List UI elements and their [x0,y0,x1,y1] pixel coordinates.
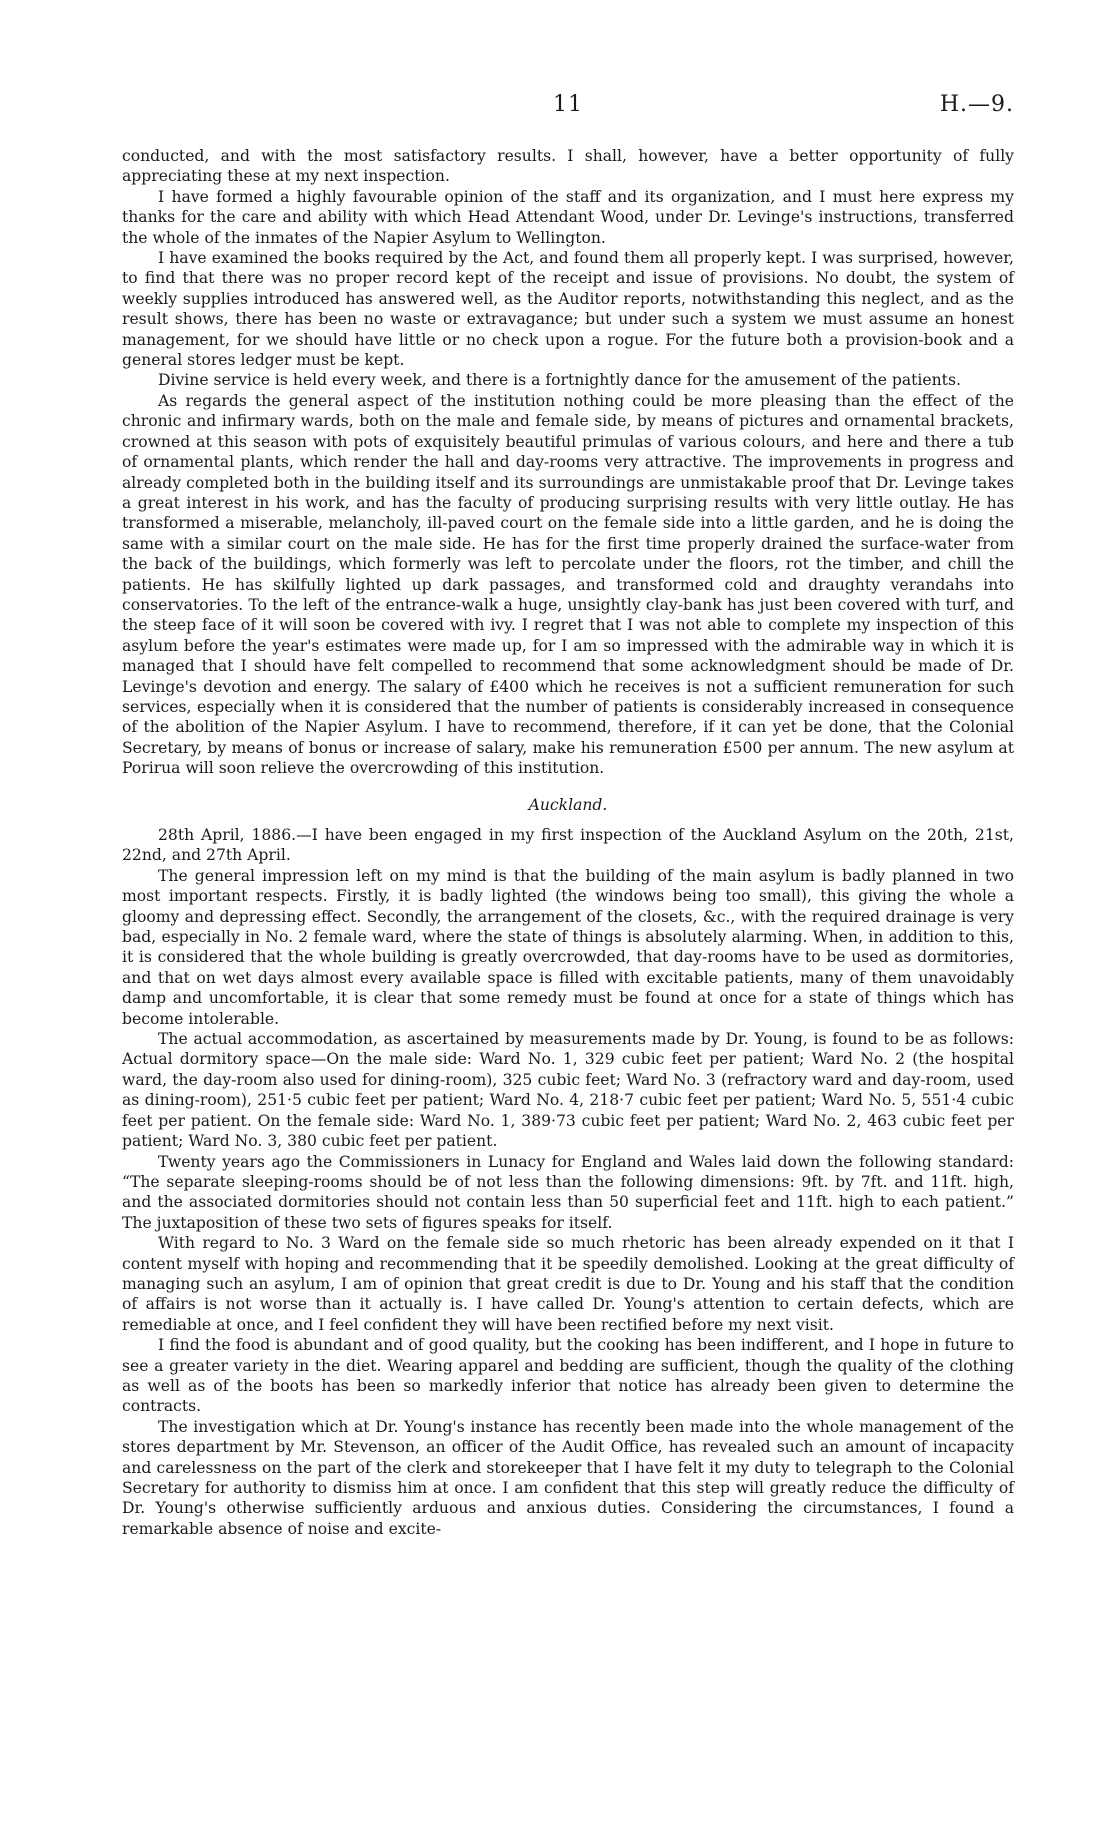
paragraph: I have formed a highly favourable opinion of the staff and its organization, and I must here express my thanks for the care and ability with which Head Attendant Wood, under Dr. Levinge's instructions, transferred the whole of the inmates of the Napier Asylum to Wellington. [122,187,1014,247]
paragraph: 28th April, 1886.—I have been engaged in my first inspection of the Auckland Asylum on the 20th, 21st, 22nd, and 27th April. [122,826,1014,865]
page-header [122,92,1014,126]
page-number: 11 [553,92,583,117]
paragraph: The actual accommodation, as ascertained by measurements made by Dr. Young, is found to be as follows: Actual dormitory space—On the male side: Ward No. 1, 329 cubic feet per patient; Ward No. 2 (the hospital ward, the day-room also used for dining-room), 325 cubic feet; Ward No. 3 (refractory ward and day-room, used as dining-room), 251·5 cubic feet per patient; Ward No. 4, 218·7 cubic feet per patient; Ward No. 5, 551·4 cubic feet per patient. On the female side: Ward No. 1, 389·73 cubic feet per patient; Ward No. 2, 463 cubic feet per patient; Ward No. 3, 380 cubic feet per patient. [122,1030,1014,1151]
paragraph: I find the food is abundant and of good quality, but the cooking has been indifferent, and I hope in future to see a greater variety in the diet. Wearing apparel and bedding are sufficient, though the quality of the clothing as well as of the boots has been so markedly inferior that notice has already been given to determine the contracts. [122,1336,1014,1416]
paragraph: With regard to No. 3 Ward on the female side so much rhetoric has been already expended on it that I content myself with hoping and recommending that it be speedily demolished. Looking at the great difficulty of managing such an asylum, I am of opinion that great credit is due to Dr. Young and his staff that the condition of affairs is not worse than it actually is. I have called Dr. Young's attention to certain defects, which are remediable at once, and I feel confident they will have been rectified before my next visit. [122,1234,1014,1334]
paragraph: Twenty years ago the Commissioners in Lunacy for England and Wales laid down the following standard: “The separate sleeping-rooms should be of not less than the following dimensions: 9ft. by 7ft. and 11ft. high, and the associated dormitories should not contain less than 50 superficial feet and 11ft. high to each patient.” The juxtaposition of these two sets of figures speaks for itself. [122,1152,1014,1232]
paragraph: Divine service is held every week, and there is a fortnightly dance for the amusement of the patients. [158,371,961,390]
document-code: H.—9. [939,92,1014,117]
wellington-section [122,146,1014,779]
section-heading-auckland: Auckland. [528,795,608,814]
auckland-section [122,825,1014,1539]
paragraph: The investigation which at Dr. Young's instance has recently been made into the whole management of the stores department by Mr. Stevenson, an officer of the Audit Office, has revealed such an amount of incapacity and carelessness on the part of the clerk and storekeeper that I have felt it my duty to telegraph to the Colonial Secretary for authority to dismiss him at once. I am confident that this step will greatly reduce the difficulty of Dr. Young's otherwise sufficiently arduous and anxious duties. Considering the circumstances, I found a remarkable absence of noise and excite- [122,1417,1014,1538]
paragraph: conducted, and with the most satisfactory results. I shall, however, have a better opportunity of fully appreciating these at my next inspection. [122,147,1014,186]
paragraph: I have examined the books required by the Act, and found them all properly kept. I was surprised, however, to find that there was no proper record kept of the receipt and issue of provisions. No doubt, the system of weekly supplies introduced has answered well, as the Auditor reports, notwithstanding this neglect, and as the result shows, there has been no waste or extravagance; but under such a system we must assume an honest management, for we should have little or no check upon a rogue. For the future both a provision-book and a general stores ledger must be kept. [122,249,1014,370]
paragraph: The general impression left on my mind is that the building of the main asylum is badly planned in two most important respects. Firstly, it is badly lighted (the windows being too small), this giving the whole a gloomy and depressing effect. Secondly, the arrangement of the closets, &c., with the required drainage is very bad, especially in No. 2 female ward, where the state of things is absolutely alarming. When, in addition to this, it is considered that the whole building is greatly overcrowded, that day-rooms have to be used as dormitories, and that on wet days almost every available space is filled with excitable patients, many of them unavoidably damp and uncomfortable, it is clear that some remedy must be found at once for a state of things which has become intolerable. [122,866,1014,1028]
paragraph: As regards the general aspect of the institution nothing could be more pleasing than the effect of the chronic and infirmary wards, both on the male and female side, by means of pictures and ornamental brackets, crowned at this season with pots of exquisitely beautiful primulas of various colours, and here and there a tub of ornamental plants, which render the hall and day-rooms very attractive. The improvements in progress and already completed both in the building itself and its surroundings are unmistakable proof that Dr. Levinge takes a great interest in his work, and has the faculty of producing surprising results with very little outlay. He has transformed a miserable, melancholy, ill-paved court on the female side into a little garden, and he is doing the same with a similar court on the male side. He has for the first time properly drained the surface-water from the back of the buildings, which formerly was left to percolate under the floors, rot the timber, and chill the patients. He has skilfully lighted up dark passages, and transformed cold and draughty verandahs into conservatories. To the left of the entrance-walk a huge, unsightly clay-bank has just been covered with turf, and the steep face of it will soon be covered with ivy. I regret that I was not able to complete my inspection of this asylum before the year's estimates were made up, for I am so impressed with the admirable way in which it is managed that I should have felt compelled to recommend that some acknowledgment should be made of Dr. Levinge's devotion and energy. The salary of £400 which he receives is not a sufficient remuneration for such services, especially when it is considered that the number of patients is considerably increased in consequence of the abolition of the Napier Asylum. I have to recommend, therefore, if it can yet be done, that the Colonial Secretary, by means of bonus or increase of salary, make his remuneration £500 per annum. The new asylum at Porirua will soon relieve the overcrowding of this institution. [122,391,1014,778]
body-text [122,146,1014,1539]
